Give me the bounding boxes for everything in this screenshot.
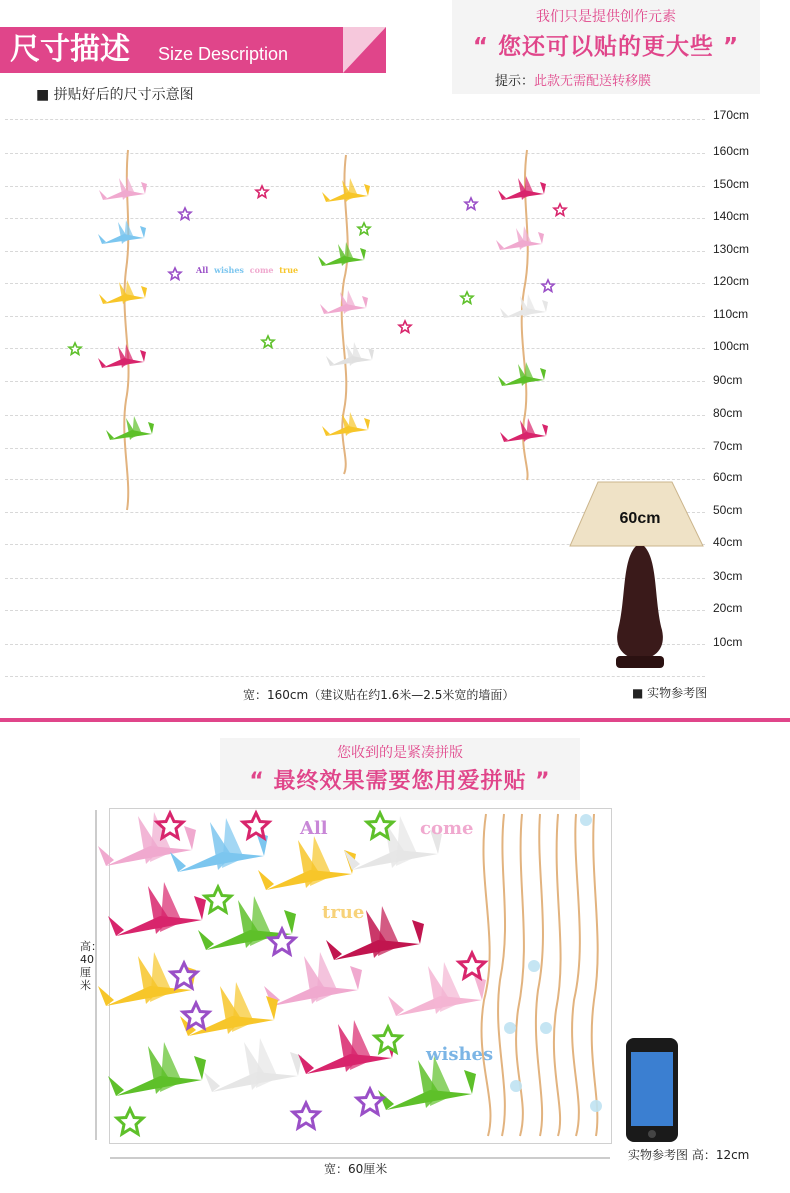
- bead: [580, 814, 592, 826]
- string-left: [124, 150, 128, 510]
- phone-caption: 实物参考图 高：12cm: [628, 1148, 750, 1162]
- ruler-label: 40cm: [713, 535, 743, 549]
- promo-top-line: 我们只是提供创作元素: [536, 9, 676, 25]
- ruler-label: 100cm: [713, 339, 750, 353]
- sheet-word-true: true: [322, 902, 365, 923]
- crane-pink: [496, 226, 544, 250]
- crane-white: [500, 294, 548, 318]
- promo-tip-label: 提示：: [495, 74, 535, 89]
- ruler-label: 10cm: [713, 635, 743, 649]
- crane-pink: [98, 812, 196, 866]
- ruler-label: 110cm: [713, 307, 749, 321]
- crane-magenta: [498, 176, 546, 200]
- star-icon: [262, 336, 274, 347]
- width-note: 宽：160cm（建议贴在约1.6米—2.5米宽的墙面）: [243, 688, 515, 702]
- crane-yellow: [322, 412, 370, 436]
- star-icon: [205, 887, 231, 912]
- crane-magenta: [98, 344, 146, 368]
- crane-white: [326, 342, 374, 366]
- crane-white: [204, 1038, 302, 1092]
- bead: [504, 1022, 516, 1034]
- bead: [540, 1022, 552, 1034]
- bead: [590, 1100, 602, 1112]
- sheet-word-wishes: wishes: [426, 1044, 494, 1065]
- star-icon: [554, 204, 566, 215]
- ruler-label: 20cm: [713, 601, 743, 615]
- star-icon: [256, 186, 268, 197]
- crane-green: [318, 242, 366, 266]
- promo-tip-text: 此款无需配送转移膜: [534, 74, 652, 89]
- header-title: 尺寸描述: [10, 32, 130, 67]
- crane-magenta: [108, 882, 206, 936]
- ruler-label: 80cm: [713, 406, 743, 420]
- star-icon: [375, 1027, 401, 1052]
- section2-main-line: “ 最终效果需要您用爱拼贴 ”: [249, 769, 551, 794]
- sheet-width-label: 宽：60厘米: [324, 1162, 388, 1176]
- star-icon: [243, 813, 269, 838]
- sheet-height-label: 高：40厘米: [80, 940, 102, 992]
- ruler-label: 50cm: [713, 503, 743, 517]
- crane-blue: [98, 220, 146, 244]
- sticker-sheet-illustration: [0, 800, 790, 1193]
- bead: [510, 1080, 522, 1092]
- crane-green: [108, 1042, 206, 1096]
- lamp-reference-note: ■ 实物参考图: [632, 686, 708, 700]
- star-icon: [542, 280, 554, 291]
- star-icon: [465, 198, 477, 209]
- crane-green: [498, 362, 546, 386]
- crane-pink: [264, 952, 362, 1006]
- ruler-label: 140cm: [713, 209, 750, 223]
- ruler-label: 30cm: [713, 569, 743, 583]
- crane-yellow: [258, 836, 356, 890]
- crane-pink: [99, 176, 147, 200]
- sheet-word-all: All: [300, 818, 328, 839]
- ruler-label: 170cm: [713, 108, 750, 122]
- ruler-label: 90cm: [713, 373, 743, 387]
- header-subtitle: Size Description: [158, 44, 289, 64]
- ruler-label: 60cm: [713, 470, 743, 484]
- ruler-label: 120cm: [713, 274, 750, 288]
- lamp-height-label: 60cm: [619, 510, 661, 527]
- sticker-phrase: All wishes come true: [196, 265, 299, 275]
- lamp-reference: [570, 482, 703, 668]
- sheet-word-come: come: [420, 818, 474, 839]
- crane-green: [106, 416, 154, 440]
- promo-main-line: “ 您还可以贴的更大些 ”: [472, 34, 740, 60]
- diagram-caption: ■ 拼贴好后的尺寸示意图: [36, 87, 194, 103]
- bead: [528, 960, 540, 972]
- star-icon: [117, 1109, 143, 1134]
- section-divider: [0, 718, 790, 722]
- ruler-label: 70cm: [713, 439, 743, 453]
- crane-yellow: [99, 280, 147, 304]
- star-icon: [461, 292, 473, 303]
- star-icon: [69, 343, 81, 354]
- phone-reference: [626, 1038, 678, 1142]
- crane-pink: [320, 290, 368, 314]
- star-icon: [293, 1103, 319, 1128]
- star-icon: [399, 321, 411, 332]
- star-icon: [169, 268, 181, 279]
- crane-yellow: [322, 178, 370, 202]
- star-icon: [179, 208, 191, 219]
- ruler-label: 160cm: [713, 144, 750, 158]
- string-strips: [482, 814, 598, 1136]
- star-icon: [358, 223, 370, 234]
- star-icon: [459, 953, 485, 978]
- section2-top-line: 您收到的是紧凑拼版: [337, 745, 463, 761]
- ruler-label: 130cm: [713, 242, 750, 256]
- ruler-label: 150cm: [713, 177, 750, 191]
